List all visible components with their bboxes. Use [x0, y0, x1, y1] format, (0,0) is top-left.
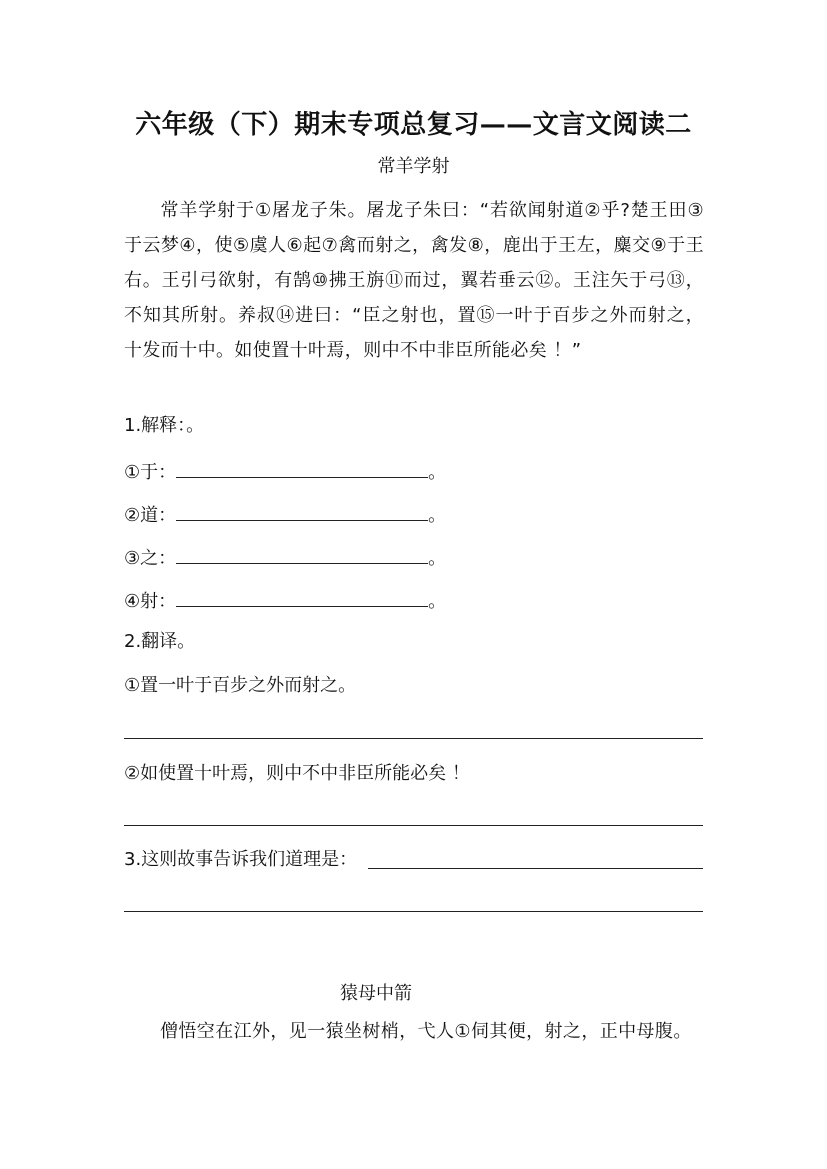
answer-blank-4[interactable]: [176, 586, 428, 607]
story2-text: 僧悟空在江外，见一猿坐树梢，弋人①伺其便，射之，正中母腹。: [160, 1021, 692, 1042]
answer-line-q2-1[interactable]: [124, 738, 703, 739]
item-end: 。: [428, 548, 447, 569]
question-2-item-2: ②如使置十叶焉，则中不中非臣所能必矣 ！: [124, 763, 470, 784]
answer-blank-3[interactable]: [176, 543, 428, 564]
story1-heading: 常羊学射: [377, 156, 450, 177]
story2-heading: 猿母中箭: [340, 983, 412, 1004]
story1-text: 常羊学射于①屠龙子朱。屠龙子朱曰：“若欲闻射道②乎?楚王田③于云梦④，使⑤虞人⑥起⑦禽而射之，禽发⑧，鹿出于王左，麋交⑨于王右。王引弓欲射，有鹄⑩拂王旃⑪而过，翼若垂云⑫。王注矢于弓⑬，不知其所射。养叔⑭进曰：“臣之射也，置⑮一叶于百步之外而射之，十发而十中。如使置十叶焉，则中不中非臣所能必矣 ！”: [124, 200, 704, 361]
item-label: ④射：: [124, 591, 177, 612]
question-1-label: 1.解释：。: [124, 415, 205, 436]
answer-line-q3-1[interactable]: [368, 868, 703, 869]
page-title: 六年级（下）期末专项总复习——文言文阅读二: [135, 110, 692, 140]
answer-line-q2-2[interactable]: [124, 825, 703, 826]
answer-line-q3-2[interactable]: [124, 911, 703, 912]
question-2-item-1: ①置一叶于百步之外而射之。: [124, 675, 357, 696]
item-end: 。: [428, 591, 447, 612]
question-1-item-2: [124, 500, 446, 530]
item-label: ①于：: [124, 462, 177, 483]
story2-passage: [124, 1014, 704, 1049]
question-3-label: 3.这则故事告诉我们道理是：: [124, 849, 358, 870]
question-2-label: 2.翻译。: [124, 631, 196, 652]
item-label: ②道：: [124, 505, 177, 526]
story1-passage: [124, 193, 704, 368]
question-1-item-3: [124, 543, 446, 573]
question-1-item-1: [124, 457, 446, 487]
item-label: ③之：: [124, 548, 177, 569]
item-end: 。: [428, 505, 447, 526]
answer-blank-1[interactable]: [176, 457, 428, 478]
item-end: 。: [428, 462, 447, 483]
answer-blank-2[interactable]: [176, 500, 428, 521]
question-1-item-4: [124, 586, 446, 616]
